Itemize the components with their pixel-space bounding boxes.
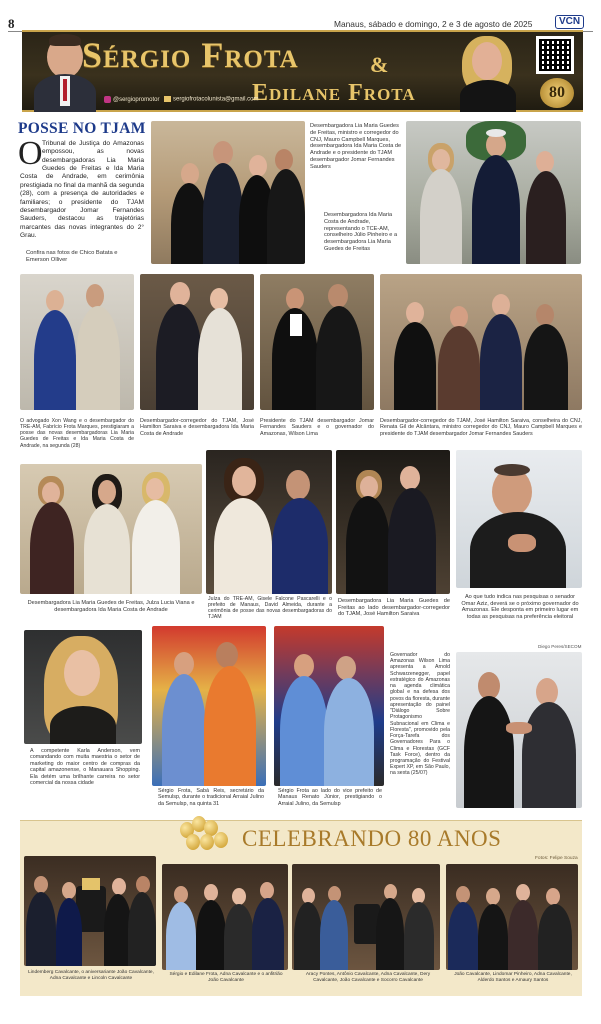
- email-line: sergiofrotacolunista@gmail.com: [164, 96, 258, 103]
- article-headline: POSSE NO TJAM: [18, 120, 146, 137]
- column-banner: [22, 30, 583, 112]
- banner-title-second: Edilane Frota: [252, 80, 416, 106]
- caption-14: Governador do Amazonas Wilson Lima apresenta a Arnold Schwarzenegger, papel estratégico do Amazonas na agenda climática global e na defesa dos povos da floresta, durante apresentação do painel "Diálogo Sobre Protagonismo Subnacional em Clima e Floresta", promovido pela Força-Tarefa dos Governadores Para o Clima e Florestas (GCF Task Force), dentro da programação do Festival Expert XP, em São Paulo, na sexta (25/07): [390, 652, 450, 777]
- caption-5: Presidente do TJAM desembargador Jomar Fernandes Sauders e o governador do Amazonas, Wilson Lima: [260, 418, 374, 437]
- banner-title-main: Sérgio Frota: [82, 35, 299, 75]
- photo-cnj-group: [380, 274, 582, 410]
- photo-jomar-wilson: [260, 274, 374, 410]
- date-line: Manaus, sábado e domingo, 2 e 3 de agosto de 2025: [334, 19, 533, 29]
- email-icon: [164, 96, 171, 102]
- caption-13: Sérgio Frota ao lado do vice prefeito de Manaus Renato Júnior, prestigiando o Arraial Julino, da Semulsp: [278, 788, 382, 807]
- celebration-photo-4: [446, 864, 578, 970]
- photo-lia-hamilton: [336, 450, 450, 594]
- caption-14-credit: Diego Peres/SECOM: [538, 644, 582, 649]
- caption-6: Desembargador-corregedor do TJAM, José Hamilton Saraiva, conselheira do CNJ, Renata Gil de Alcântara, ministro corregedor do CNJ, Mauro Campbell Marques e presidente do TJAM desembargador Jomar Fernandes Sauders: [380, 418, 582, 437]
- photo-xon-fabricio: [20, 274, 134, 410]
- photo-wilson-arnold: [456, 652, 582, 808]
- celebration-photo-3: [292, 864, 440, 970]
- caption-2: Desembargadora Ida Maria Costa de Andrade, representando o TCE-AM, conselheiro Júlio Pinheiro e a desembargadora Lia Maria Guedes de Freitas: [324, 212, 398, 253]
- banner-top-rule: [22, 30, 583, 32]
- article-body: Tribunal de Justiça do Amazonas empossou, as novas desembargadoras Lia Maria Guedes de Freitas e Ida Maria Costa de Andrade, em cerimônia prestigiada no final da manhã da segunda (28), com a presença de autoridades e familiares; o presidente do TJAM desembargador Jomar Fernandes Sauders, destacou as trajetórias marcantes das novas integrantes do 2° Grau.: [20, 140, 144, 239]
- photo-karla-anderson: [24, 630, 142, 744]
- celebration-title: CELEBRANDO 80 ANOS: [242, 826, 502, 851]
- photo-sergio-renato: [274, 626, 384, 786]
- instagram-line: @sergiopromotor: [104, 96, 159, 103]
- celebration-photo-1: [24, 856, 156, 966]
- photo-tce-group: [406, 121, 581, 264]
- celebration-credit: Fotos: Felipe Souza: [535, 856, 578, 861]
- photo-omar-aziz: [456, 450, 582, 588]
- drop-cap: O: [18, 135, 43, 172]
- celebration-photo-2: [162, 864, 288, 970]
- photo-posse-group: [151, 121, 305, 264]
- page-number: 8: [8, 16, 15, 31]
- anniversary-badge: 80: [540, 78, 574, 108]
- qr-code: [536, 36, 574, 74]
- caption-8: Juíza do TRE-AM, Gisele Falcone Pascarelli e o prefeito de Manaus, David Almeida, durante a cerimônia de posse das novas desembargadoras do TJAM: [208, 596, 332, 621]
- celebration-caption-1: Lindemberg Cavalcante, o aniversariante João Cavalcante, Adna Cavalcante e Lincoln Cavalcante: [28, 970, 154, 981]
- celebration-caption-3: Aracy Pontes, Antônio Cavalcante, Adna Cavalcante, Dery Cavalcante, João Cavalcante e Socorro Cavalcante: [305, 972, 431, 983]
- caption-4: Desembargador-corregedor do TJAM, José Hamilton Saraiva e desembargadora Ida Maria Costa de Andrade: [140, 418, 254, 437]
- caption-10: Ao que tudo indica nas pesquisas o senador Omar Aziz, deverá se o próximo governador do Amazonas. Ele desponta em primeiro lugar em todas as pesquisas na preferência eleitoral: [461, 594, 579, 620]
- photo-lia-julza-ida: [20, 464, 202, 594]
- balloons-80: [176, 814, 232, 854]
- celebration-caption-4: João Cavalcante, Lindomar Pinheiro, Adna Cavalcante, Alderdo Santos e Amaury Santos: [454, 972, 572, 983]
- photo-credit: Confira nas fotos de Chico Batata e Emerson Olliver: [26, 250, 118, 264]
- photo-gisele-david: [206, 450, 332, 594]
- edilane-portrait: [452, 34, 522, 112]
- brand-logo: VCN: [555, 15, 584, 29]
- instagram-icon: [104, 96, 111, 103]
- photo-sergio-saba: [152, 626, 266, 786]
- banner-ampersand: &: [370, 52, 389, 77]
- caption-11: A competente Karla Anderson, vem comandando com muita maestria o setor de marketing do maior centro de compras da capital amazonense, o Manauara Shopping. Ela detém uma brilhante carreira no setor comercial da nossa cidade: [30, 748, 140, 786]
- celebration-caption-2: Sérgio e Edilane Frota, Adna Cavalcante e o anfitrião João Cavalcante: [169, 972, 283, 983]
- photo-hamilton-ida: [140, 274, 254, 410]
- caption-9: Desembargadora Lia Maria Guedes de Freitas ao lado desembargador-corregedor do TJAM, José Hamilton Saraiva: [338, 598, 450, 618]
- caption-1: Desembargadora Lia Maria Guedes de Freitas, ministro e corregedor do CNJ, Mauro Campbell Marques, desembargadora Ida Maria Costa de Andrade e o presidente do TJAM desembargador Jomar Fernandes Sauders: [310, 123, 402, 170]
- caption-12: Sérgio Frota, Sabá Reis, secretário da Semulsp, durante o tradicional Arraial Julino da Semulsp, na quinta 31: [158, 788, 264, 807]
- caption-3: O advogado Xon Wang e o desembargador do TRE-AM, Fabrício Frota Marques, prestigiaram a posse das novas desembargadoras Lia Maria Guedes de Freitas e Ida Maria Costa de Andrade, na segunda (28): [20, 418, 134, 449]
- caption-7: Desembargadora Lia Maria Guedes de Freitas, Julza Lucia Viana e desembargadora Ida Maria Costa de Andrade: [27, 600, 195, 613]
